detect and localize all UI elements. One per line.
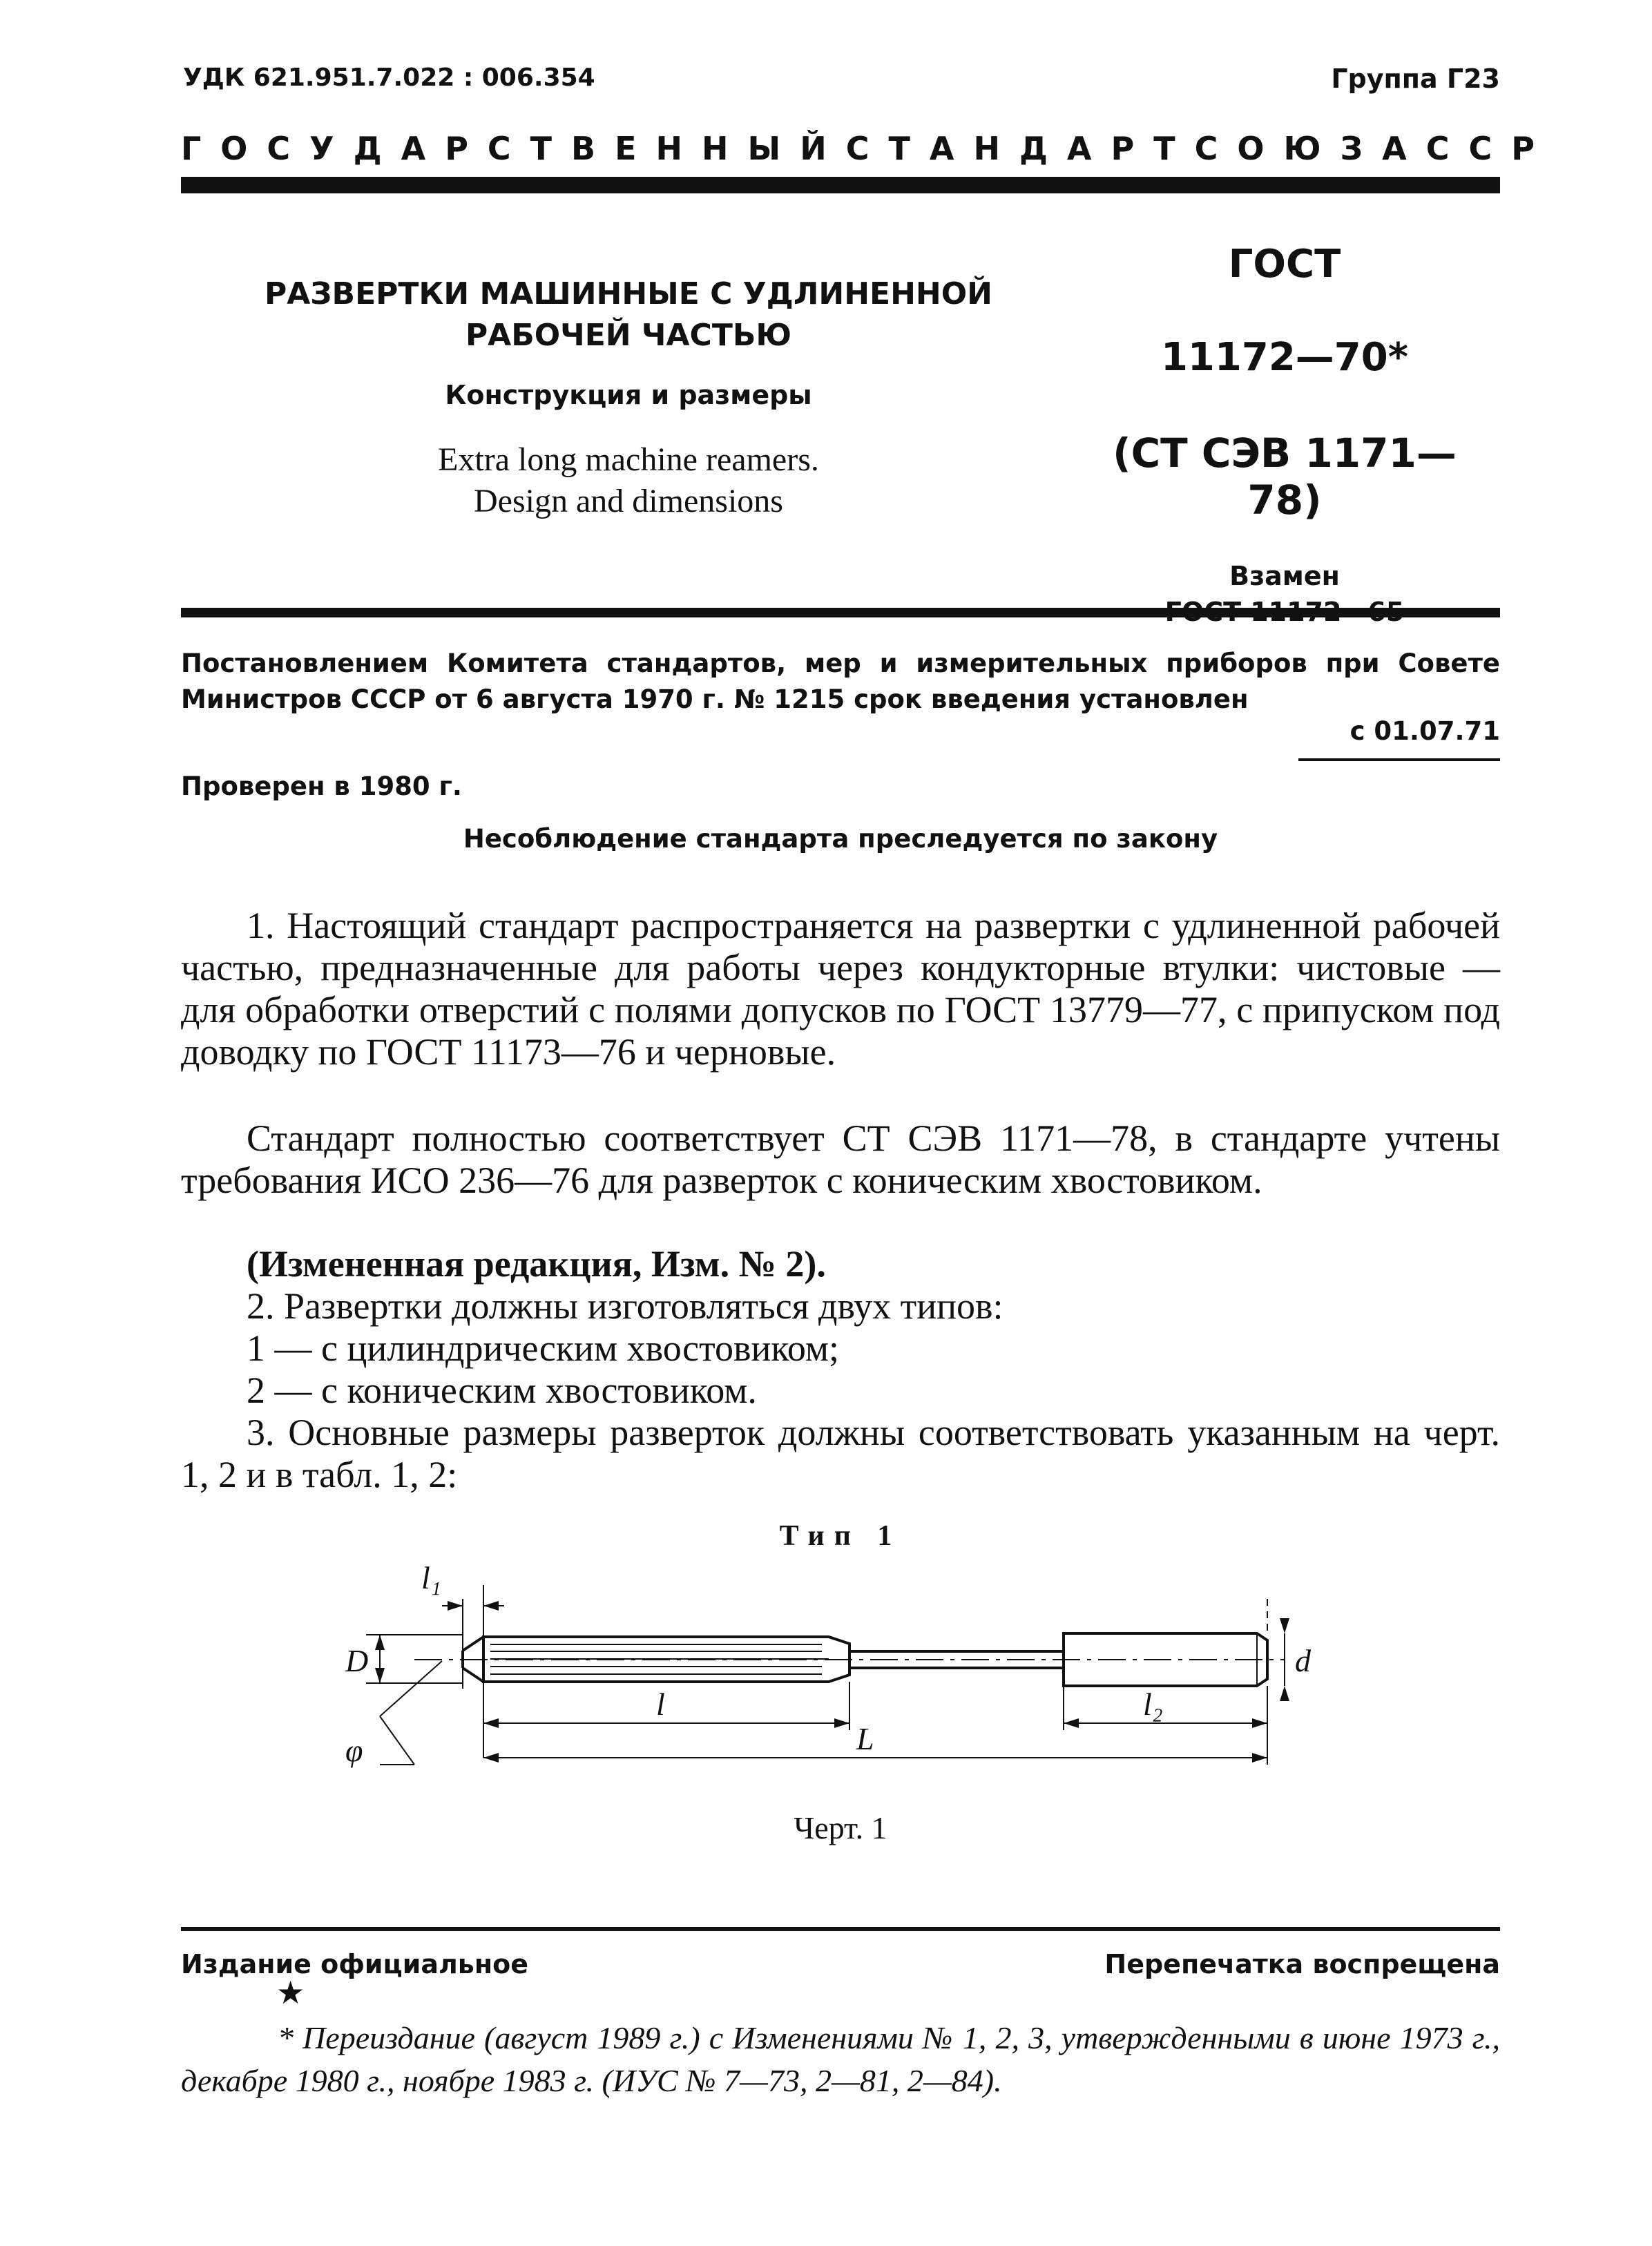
decree-date: с 01.07.71 xyxy=(1350,716,1500,746)
decree-date-underline xyxy=(1298,758,1500,761)
footer-rule xyxy=(181,1927,1500,1931)
dim-label-phi: φ xyxy=(345,1733,363,1768)
reamer-drawing xyxy=(304,1557,1340,1792)
figure-title: Тип 1 xyxy=(779,1520,902,1552)
banner-word: ССР xyxy=(1425,130,1554,167)
dim-label-d: d xyxy=(1295,1643,1311,1678)
decree-text: Постановлением Комитета стандартов, мер и измерительных приборов при Совете Министров СССР от 6 августа 1970 г. № 1215 срок введения установлен xyxy=(181,649,1500,714)
group-code: Группа Г23 xyxy=(1331,64,1500,94)
sev-number: (СТ СЭВ 1171—78) xyxy=(1113,430,1457,524)
banner-word: СТАНДАРТ xyxy=(845,130,1195,167)
english-title-line: Design and dimensions xyxy=(474,483,783,519)
star-icon: ★ xyxy=(276,1975,305,2010)
gost-label: ГОСТ xyxy=(1228,242,1341,287)
type-2-item: 2 — с коническим хвостовиком. xyxy=(247,1370,757,1411)
english-title-line: Extra long machine reamers. xyxy=(438,441,819,478)
banner-word: СОЮЗА xyxy=(1194,130,1426,167)
type-1-item: 1 — с цилиндрическим хвостовиком; xyxy=(247,1327,839,1369)
title-line: РАБОЧЕЙ ЧАСТЬЮ xyxy=(465,318,792,353)
paragraph-1: 1. Настоящий стандарт распространяется на развертки с удлиненной рабочей частью, предназначенные для работы через кондукторные втулки: чистовые — для обработки отверстий с полями допусков по ГОСТ 13779—77, с припуском под доводку по ГОСТ 11173—76 и черновые. xyxy=(181,905,1500,1073)
header-rule xyxy=(181,177,1500,193)
replaces-block xyxy=(1077,558,1492,630)
paragraph-2: Стандарт полностью соответствует СТ СЭВ 1171—78, в стандарте учтены требования ИСО 236—76 для разверток с коническим хвостовиком. xyxy=(181,1117,1500,1201)
gost-number: 11172—70* xyxy=(1160,335,1409,380)
dim-label-l1: l₁ xyxy=(421,1560,441,1595)
english-title xyxy=(262,439,995,522)
document-subtitle: Конструкция и размеры xyxy=(445,380,812,410)
dim-label-l2: l₂ xyxy=(1143,1687,1163,1722)
document-title xyxy=(262,273,995,356)
gost-designation xyxy=(1077,242,1492,630)
paragraph-types: 2. Развертки должны изготовляться двух типов: xyxy=(247,1285,1003,1327)
reprint-note: * Переиздание (август 1989 г.) с Изменениями № 1, 2, 3, утвержденными в июне 1973 г., декабре 1980 г., ноябре 1983 г. (ИУС № 7—73, 2—81, 2—84). xyxy=(181,2020,1500,2098)
dim-label-L: L xyxy=(856,1721,874,1756)
reprint-forbidden: Перепечатка воспрещена xyxy=(1104,1949,1500,1979)
checked-note: Проверен в 1980 г. xyxy=(181,771,462,801)
udk-code: УДК 621.951.7.022 : 006.354 xyxy=(183,64,595,92)
state-standard-banner xyxy=(181,130,1554,167)
figure-caption: Черт. 1 xyxy=(794,1810,887,1845)
amendment-note: (Измененная редакция, Изм. № 2). xyxy=(247,1243,826,1285)
title-rule xyxy=(181,608,1500,617)
paragraph-dimensions: 3. Основные размеры разверток должны соответствовать указанным на черт. 1, 2 и в табл. 1, 2: xyxy=(181,1412,1500,1495)
banner-word: ГОСУДАРСТВЕННЫЙ xyxy=(181,130,846,167)
title-line: РАЗВЕРТКИ МАШИННЫЕ С УДЛИНЕННОЙ xyxy=(264,276,992,311)
legal-warning: Несоблюдение стандарта преследуется по закону xyxy=(463,824,1218,854)
replaces-label: Взамен xyxy=(1229,561,1340,591)
dim-label-l: l xyxy=(656,1687,665,1722)
dim-label-D: D xyxy=(345,1643,369,1678)
official-edition: Издание официальное xyxy=(181,1949,528,1979)
